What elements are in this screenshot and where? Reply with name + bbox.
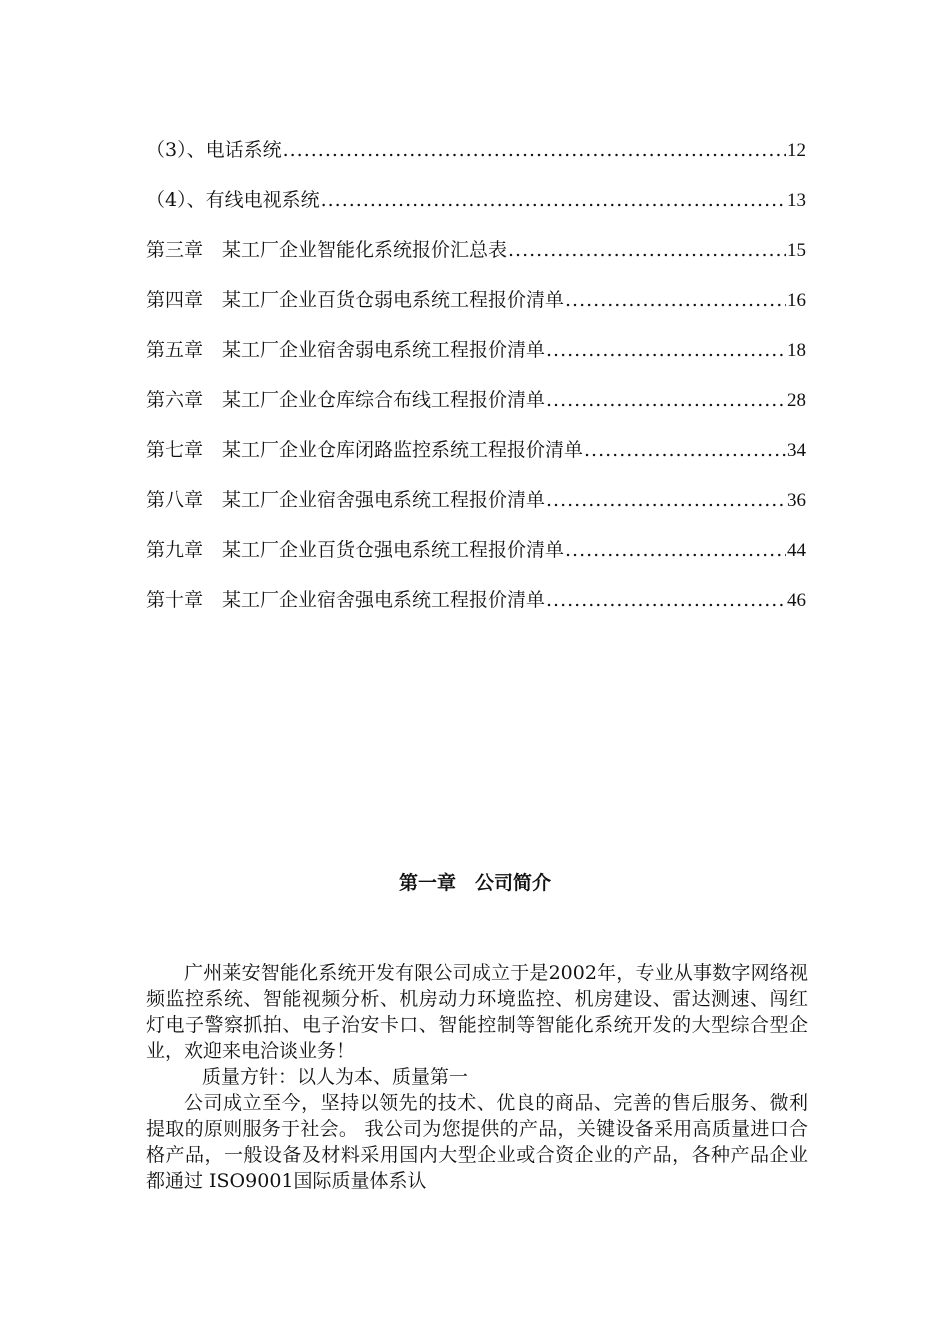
toc-entry[interactable] <box>146 432 806 482</box>
toc-entry-page: 13 <box>787 190 806 211</box>
toc-leader-dots <box>546 582 786 618</box>
toc-entry[interactable] <box>146 232 806 282</box>
toc-entry-title: 第五章 某工厂企业宿舍弱电系统工程报价清单 <box>146 339 546 361</box>
body-paragraph: 公司成立至今，坚持以领先的技术、优良的商品、完善的售后服务、微利提取的原则服务于社会。 我公司为您提供的产品，关键设备采用高质量进口合格产品，一般设备及材料采用国内大型企业或合资企业的产品，各种产品企业都通过 ISO9001国际质量体系认 <box>146 1092 808 1192</box>
toc-entry-page: 16 <box>787 290 806 311</box>
toc-leader-dots <box>546 332 786 368</box>
toc-entry[interactable] <box>146 482 806 532</box>
toc-leader-dots <box>565 532 786 568</box>
toc-leader-dots <box>546 482 786 518</box>
toc-leader-dots <box>565 282 786 318</box>
toc-entry[interactable] <box>146 282 806 332</box>
toc-leader-dots <box>321 182 786 218</box>
toc-entry[interactable] <box>146 582 806 632</box>
toc-entry-page: 34 <box>787 440 806 461</box>
toc-entry-page: 36 <box>787 490 806 511</box>
table-of-contents <box>146 132 806 632</box>
toc-entry-page: 15 <box>787 240 806 261</box>
toc-entry-title: 第九章 某工厂企业百货仓强电系统工程报价清单 <box>146 539 565 561</box>
toc-entry[interactable] <box>146 532 806 582</box>
toc-leader-dots <box>283 132 786 168</box>
toc-entry-title: 第七章 某工厂企业仓库闭路监控系统工程报价清单 <box>146 439 584 461</box>
toc-entry[interactable] <box>146 132 806 182</box>
toc-entry-title: 第十章 某工厂企业宿舍强电系统工程报价清单 <box>146 589 546 611</box>
toc-leader-dots <box>508 232 786 268</box>
chapter-heading: 第一章 公司简介 <box>398 872 551 894</box>
toc-entry-title: （4）、有线电视系统 <box>146 189 320 211</box>
toc-entry-title: 第三章 某工厂企业智能化系统报价汇总表 <box>146 239 508 261</box>
toc-entry-title: 第八章 某工厂企业宿舍强电系统工程报价清单 <box>146 489 546 511</box>
toc-entry[interactable] <box>146 382 806 432</box>
toc-leader-dots <box>584 432 786 468</box>
toc-entry-title: 第四章 某工厂企业百货仓弱电系统工程报价清单 <box>146 289 565 311</box>
toc-entry-page: 28 <box>787 390 806 411</box>
toc-entry-title: 第六章 某工厂企业仓库综合布线工程报价清单 <box>146 389 546 411</box>
toc-leader-dots <box>546 382 786 418</box>
body-paragraph: 广州莱安智能化系统开发有限公司成立于是2002年，专业从事数字网络视频监控系统、智能视频分析、机房动力环境监控、机房建设、雷达测速、闯红灯电子警察抓拍、电子治安卡口、智能控制等智能化系统开发的大型综合型企业，欢迎来电洽谈业务！ <box>146 962 808 1062</box>
toc-entry-page: 46 <box>787 590 806 611</box>
toc-entry-page: 12 <box>787 140 806 161</box>
toc-entry-title: （3）、电话系统 <box>146 139 282 161</box>
toc-entry-page: 18 <box>787 340 806 361</box>
body-paragraph: 质量方针：以人为本、质量第一 <box>202 1066 469 1088</box>
toc-entry[interactable] <box>146 332 806 382</box>
chapter-body <box>146 960 808 1194</box>
toc-entry-page: 44 <box>787 540 806 561</box>
toc-entry[interactable] <box>146 182 806 232</box>
